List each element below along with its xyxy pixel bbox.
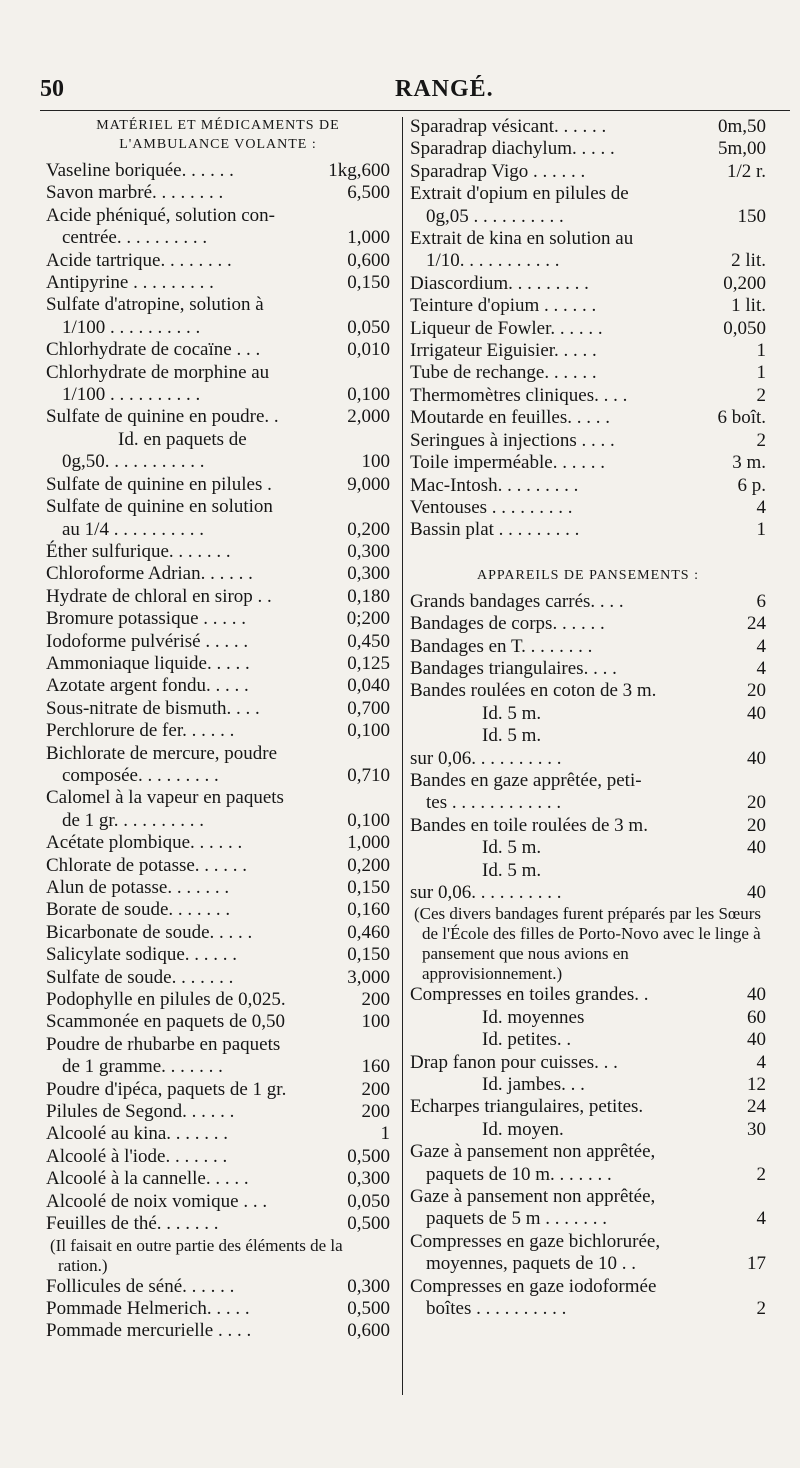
entry-quantity: 100 [361,1011,390,1033]
inventory-entry [410,385,766,407]
entry-quantity: 0,150 [347,944,390,966]
inventory-entry [410,1276,766,1321]
inventory-entry [410,703,766,725]
inventory-entry [410,680,766,702]
inventory-entry [410,748,766,770]
entry-text: Sparadrap Vigo . . . . . . [410,160,586,182]
inventory-entry [410,1141,766,1186]
entry-quantity: 1,000 [347,227,390,249]
entry-text: Id. 5 m. [482,859,542,881]
inventory-entry [46,608,390,630]
entry-quantity: 0,050 [723,317,766,339]
entry-text: Alcoolé à l'iode. . . . . . . [46,1145,228,1167]
inventory-entry [46,653,390,675]
entry-text: Bandages de corps. . . . . . [410,613,605,635]
entry-quantity: 9,000 [347,473,390,495]
inventory-entry [46,877,390,899]
entry-text: Vaseline boriquée. . . . . . [46,160,234,181]
inventory-entry [46,586,390,608]
entry-quantity: 30 [747,1118,766,1140]
entry-quantity: 4 [756,496,766,518]
entry-quantity: 5m,00 [717,138,766,160]
entry-quantity: 40 [747,747,766,769]
inventory-entry [410,613,766,635]
entry-text: Thermomètres cliniques. . . . [410,384,628,406]
inventory-entry [46,967,390,989]
inventory-entry [410,1186,766,1231]
entry-text: Gaze à pansement non apprêtée, [410,1141,656,1163]
entry-text: composée. . . . . . . . . [62,764,219,786]
page-header [40,76,790,106]
inventory-entry [46,922,390,944]
inventory-entry [46,720,390,742]
column-divider [402,117,403,1395]
inventory-entry [410,1231,766,1276]
entry-text: Acide tartrique. . . . . . . . [46,249,232,271]
inventory-entry [410,138,766,160]
entry-text: Azotate argent fondu. . . . . [46,675,249,697]
inventory-entry [410,658,766,680]
page-number: 50 [40,76,64,102]
entry-quantity: 0,700 [347,697,390,719]
inventory-entry [410,882,766,904]
inventory-entry [46,496,390,541]
entry-text: Bichlorate de mercure, poudre [46,742,278,764]
entry-text: Feuilles de thé. . . . . . . [46,1213,219,1235]
entry-quantity: 4 [756,635,766,657]
entry-text: Scammonée en paquets de 0,50 [46,1011,286,1033]
entry-text: Id. jambes. . . [482,1074,585,1096]
entry-text: Savon marbré. . . . . . . . [46,182,224,204]
entry-quantity: 160 [361,1056,390,1078]
entry-quantity: 150 [737,205,766,227]
entry-text: Bandages triangulaires. . . . [410,657,617,679]
entry-quantity: 100 [361,451,390,473]
inventory-entry [46,1213,390,1235]
entry-text: Id. 5 m. [482,837,542,859]
entry-text: Grands bandages carrés. . . . [410,590,624,612]
entry-quantity: 17 [747,1253,766,1275]
entry-quantity: 4 [756,1051,766,1073]
inventory-entry [46,743,390,788]
entry-text: paquets de 10 m. . . . . . . [426,1163,612,1185]
entry-text: Ammoniaque liquide. . . . . [46,652,250,674]
entry-quantity: 0,300 [347,540,390,562]
entry-text: Extrait de kina en solution au [410,228,634,250]
entry-text: Extrait d'opium en pilules de [410,183,629,205]
entry-text: 1/100 . . . . . . . . . . [62,384,201,406]
bandages-note: (Ces divers bandages furent préparés par les Sœurs de l'École des filles de Porto-Novo avec le linge à pansement que nous avions en approvisionnement.) [414,904,761,984]
inventory-entry [46,832,390,854]
entry-text: Id. moyennes [482,1006,585,1028]
entry-quantity: 4 [756,657,766,679]
entry-text: Irrigateur Eiguisier. . . . . [410,340,597,362]
entry-quantity: 200 [361,1078,390,1100]
entry-text: 1/100 . . . . . . . . . . [62,316,201,338]
entry-quantity: 40 [747,984,766,1006]
inventory-entry [46,631,390,653]
left-item-list [46,160,390,1236]
entry-quantity: 0,150 [347,272,390,294]
inventory-entry [46,1191,390,1213]
entry-text: Acétate plombique. . . . . . [46,832,243,854]
right-item-list [410,116,766,542]
inventory-entry [410,860,766,882]
entry-text: centrée. . . . . . . . . . [62,227,208,249]
entry-quantity: 20 [747,814,766,836]
entry-quantity: 0,100 [347,809,390,831]
inventory-entry [46,205,390,250]
inventory-entry [410,340,766,362]
entry-quantity: 1/2 r. [726,160,766,182]
entry-quantity: 0,600 [347,1320,390,1342]
inventory-entry [46,1034,390,1079]
entry-quantity: 0,600 [347,249,390,271]
entry-text: Moutarde en feuilles. . . . . [410,407,610,429]
left-column [46,116,390,1343]
entry-quantity: 0,500 [347,1213,390,1235]
entry-quantity: 40 [747,702,766,724]
inventory-entry [410,1096,766,1118]
inventory-entry [46,855,390,877]
entry-quantity: 6 p. [737,474,766,496]
entry-quantity: 1 [756,362,766,384]
entry-quantity: 2 [756,1163,766,1185]
entry-text: Perchlorure de fer. . . . . . [46,720,235,742]
entry-text: Mac-Intosh. . . . . . . . . [410,474,579,496]
inventory-entry [46,1011,390,1033]
entry-quantity: 2,000 [347,406,390,428]
inventory-entry [46,944,390,966]
entry-quantity: 0;200 [346,608,390,630]
entry-quantity: 4 [756,1208,766,1230]
entry-text: Chlorate de potasse. . . . . . [46,854,248,876]
entry-text: Seringues à injections . . . . [410,429,615,451]
entry-text: Pommade mercurielle . . . . [46,1320,252,1342]
entry-quantity: 1 [380,1123,390,1145]
entry-quantity: 40 [747,1029,766,1051]
inventory-entry [46,429,390,474]
entry-text: Alcoolé à la cannelle. . . . . [46,1168,249,1190]
header-rule [40,110,790,111]
inventory-entry [46,1276,390,1298]
entry-quantity: 0,500 [347,1297,390,1319]
entry-text: Sulfate de soude. . . . . . . [46,966,234,988]
entry-text: au 1/4 . . . . . . . . . . [62,518,204,540]
entry-text: Salicylate sodique. . . . . . [46,944,238,966]
entry-text: Liqueur de Fowler. . . . . . [410,317,603,339]
inventory-entry [46,1320,390,1342]
entry-quantity: 40 [747,882,766,903]
entry-text: Compresses en gaze bichlorurée, [410,1230,661,1252]
entry-quantity: 1kg,600 [328,160,390,181]
entry-quantity: 0,050 [347,1190,390,1212]
entry-text: Sulfate d'atropine, solution à [46,294,264,316]
entry-text: Chlorhydrate de morphine au [46,361,270,383]
entry-text: de 1 gr. . . . . . . . . . [62,809,204,831]
entry-text: Gaze à pansement non apprêtée, [410,1186,656,1208]
entry-quantity: 40 [747,837,766,859]
entry-text: Iodoforme pulvérisé . . . . . [46,630,249,652]
entry-text: Ventouses . . . . . . . . . [410,496,573,518]
inventory-entry [410,1119,766,1141]
entry-text: Drap fanon pour cuisses. . . [410,1051,618,1073]
inventory-entry [410,591,766,613]
entry-quantity: 0m,50 [717,116,766,137]
entry-text: Chlorhydrate de cocaïne . . . [46,339,261,361]
inventory-entry [410,318,766,340]
entry-text: Id. petites. . [482,1029,572,1051]
inventory-entry [410,430,766,452]
inventory-entry [410,116,766,138]
inventory-entry [410,273,766,295]
inventory-entry [46,1168,390,1190]
entry-quantity: 2 [756,429,766,451]
entry-text: Id. 5 m. [482,725,542,747]
entry-quantity: 200 [361,1101,390,1123]
inventory-entry [410,725,766,747]
entry-quantity: 0,710 [347,764,390,786]
entry-quantity: 6 boît. [717,407,766,429]
entry-text: Pommade Helmerich. . . . . [46,1297,250,1319]
entry-text: Alcoolé au kina. . . . . . . [46,1123,229,1145]
entry-quantity: 0,150 [347,877,390,898]
inventory-entry [46,899,390,921]
inventory-entry [410,1007,766,1029]
entry-quantity: 0,450 [347,630,390,652]
entry-text: de 1 gramme. . . . . . . [62,1056,223,1078]
inventory-entry [410,636,766,658]
running-title: RANGÉ. [395,76,494,102]
inventory-entry [410,362,766,384]
entry-text: Hydrate de chloral en sirop . . [46,585,272,607]
entry-text: sur 0,06. . . . . . . . . . [410,882,562,903]
entry-text: Chloroforme Adrian. . . . . . [46,563,253,585]
entry-text: 0g,05 . . . . . . . . . . [426,205,564,227]
entry-text: Sulfate de quinine en solution [46,496,273,518]
entry-text: sur 0,06. . . . . . . . . . [410,747,562,769]
entry-text: 0g,50. . . . . . . . . . . [62,451,205,473]
entry-text: Sparadrap diachylum. . . . . [410,138,615,160]
inventory-entry [410,1074,766,1096]
entry-quantity: 0,180 [347,585,390,607]
entry-quantity: 3,000 [347,966,390,988]
entry-text: Poudre de rhubarbe en paquets [46,1033,281,1055]
entry-text: Alcoolé de noix vomique . . . [46,1190,268,1212]
inventory-entry [46,1146,390,1168]
inventory-entry [410,161,766,183]
inventory-entry [46,1123,390,1145]
entry-text: moyennes, paquets de 10 . . [426,1253,637,1275]
inventory-entry [46,474,390,496]
entry-text: Acide phéniqué, solution con- [46,204,276,226]
entry-text: 1/10. . . . . . . . . . . [426,250,560,272]
entry-quantity: 1 lit. [731,295,766,317]
entry-text: Pilules de Segond. . . . . . [46,1101,235,1123]
inventory-entry [410,295,766,317]
right-column [410,116,766,1321]
entry-quantity: 0,010 [347,339,390,361]
entry-text: Toile imperméable. . . . . . [410,452,605,474]
inventory-entry [410,1029,766,1051]
entry-quantity: 12 [747,1074,766,1096]
inventory-entry [46,294,390,339]
entry-text: Bandages en T. . . . . . . . [410,635,593,657]
entry-text: tes . . . . . . . . . . . . [426,792,562,814]
entry-text: Sparadrap vésicant. . . . . . [410,116,607,137]
inventory-entry [46,1101,390,1123]
entry-text: Id. en paquets de [118,428,247,450]
entry-text: Poudre d'ipéca, paquets de 1 gr. [46,1078,287,1100]
section-title-ambulance: MATÉRIEL ET MÉDICAMENTS DE L'AMBULANCE VOLANTE : [96,118,340,152]
entry-quantity: 200 [361,989,390,1011]
inventory-entry [46,339,390,361]
entry-quantity: 0,050 [347,316,390,338]
inventory-entry [46,675,390,697]
entry-quantity: 0,160 [347,899,390,921]
entry-quantity: 6 [756,590,766,612]
inventory-entry [46,541,390,563]
entry-text: boîtes . . . . . . . . . . [426,1298,567,1320]
inventory-entry [46,698,390,720]
entry-text: Echarpes triangulaires, petites. [410,1096,644,1118]
entry-text: Compresses en gaze iodoformée [410,1275,657,1297]
inventory-entry [410,815,766,837]
entry-text: paquets de 5 m . . . . . . . [426,1208,608,1230]
inventory-entry [46,1079,390,1101]
inventory-entry [46,406,390,428]
entry-quantity: 0,200 [347,518,390,540]
inventory-entry [410,837,766,859]
entry-text: Bandes en toile roulées de 3 m. [410,814,648,836]
inventory-entry [410,1052,766,1074]
entry-quantity: 0,100 [347,720,390,742]
entry-quantity: 0,300 [347,563,390,585]
inventory-entry [410,984,766,1006]
entry-quantity: 60 [747,1006,766,1028]
inventory-entry [46,1298,390,1320]
entry-text: Id. moyen. [482,1118,564,1140]
entry-text: Alun de potasse. . . . . . . [46,877,230,898]
inventory-entry [46,160,390,182]
entry-quantity: 24 [747,613,766,635]
entry-quantity: 1 [756,340,766,362]
inventory-entry [46,563,390,585]
entry-quantity: 0,200 [723,272,766,294]
entry-quantity: 3 m. [732,452,766,474]
entry-text: Bassin plat . . . . . . . . . [410,519,580,541]
entry-quantity: 0,100 [347,384,390,406]
entry-quantity: 2 [756,384,766,406]
inventory-entry [410,519,766,541]
entry-text: Id. 5 m. [482,702,542,724]
entry-text: Antipyrine . . . . . . . . . [46,272,214,294]
entry-quantity: 0,200 [347,854,390,876]
entry-text: Sulfate de quinine en poudre. . [46,406,279,428]
entry-quantity: 1,000 [347,832,390,854]
entry-text: Bandes en gaze apprêtée, peti- [410,769,642,791]
inventory-entry [410,452,766,474]
inventory-entry [410,183,766,228]
entry-quantity: 2 [756,1298,766,1320]
inventory-entry [46,250,390,272]
entry-quantity: 0,040 [347,675,390,697]
section-title-dressings: APPAREILS DE PANSEMENTS : [477,567,699,583]
entry-text: Bicarbonate de soude. . . . . [46,921,253,943]
inventory-entry [46,989,390,1011]
entry-text: Diascordium. . . . . . . . . [410,272,589,294]
entry-quantity: 2 lit. [731,250,766,272]
entry-text: Compresses en toiles grandes. . [410,984,649,1006]
entry-text: Sulfate de quinine en pilules . [46,473,272,495]
compresses-item-list [410,984,766,1320]
entry-text: Tube de rechange. . . . . . [410,362,597,384]
entry-quantity: 0,460 [347,921,390,943]
inventory-entry [410,228,766,273]
entry-text: Teinture d'opium . . . . . . [410,295,597,317]
ration-note: (Il faisait en outre partie des éléments de la ration.) [50,1235,343,1275]
left-item-list-after-note [46,1276,390,1343]
entry-quantity: 6,500 [347,182,390,204]
inventory-entry [46,362,390,407]
entry-text: Bromure potassique . . . . . [46,608,247,630]
entry-text: Éther sulfurique. . . . . . . [46,540,231,562]
entry-quantity: 0,125 [347,652,390,674]
entry-quantity: 0,300 [347,1168,390,1190]
inventory-entry [46,272,390,294]
inventory-entry [46,182,390,204]
entry-quantity: 0,300 [347,1275,390,1297]
inventory-entry [410,407,766,429]
entry-quantity: 24 [747,1096,766,1118]
entry-text: Podophylle en pilules de 0,025. [46,989,286,1011]
inventory-entry [410,475,766,497]
inventory-entry [410,497,766,519]
entry-text: Bandes roulées en coton de 3 m. [410,680,657,702]
entry-quantity: 20 [747,792,766,814]
entry-quantity: 0,500 [347,1145,390,1167]
entry-text: Calomel à la vapeur en paquets [46,787,284,809]
inventory-entry [46,787,390,832]
entry-text: Borate de soude. . . . . . . [46,899,231,921]
entry-quantity: 20 [747,680,766,702]
inventory-entry [410,770,766,815]
entry-text: Sous-nitrate de bismuth. . . . [46,697,260,719]
entry-quantity: 1 [756,519,766,541]
dressings-item-list [410,591,766,905]
entry-text: Follicules de séné. . . . . . [46,1275,235,1297]
